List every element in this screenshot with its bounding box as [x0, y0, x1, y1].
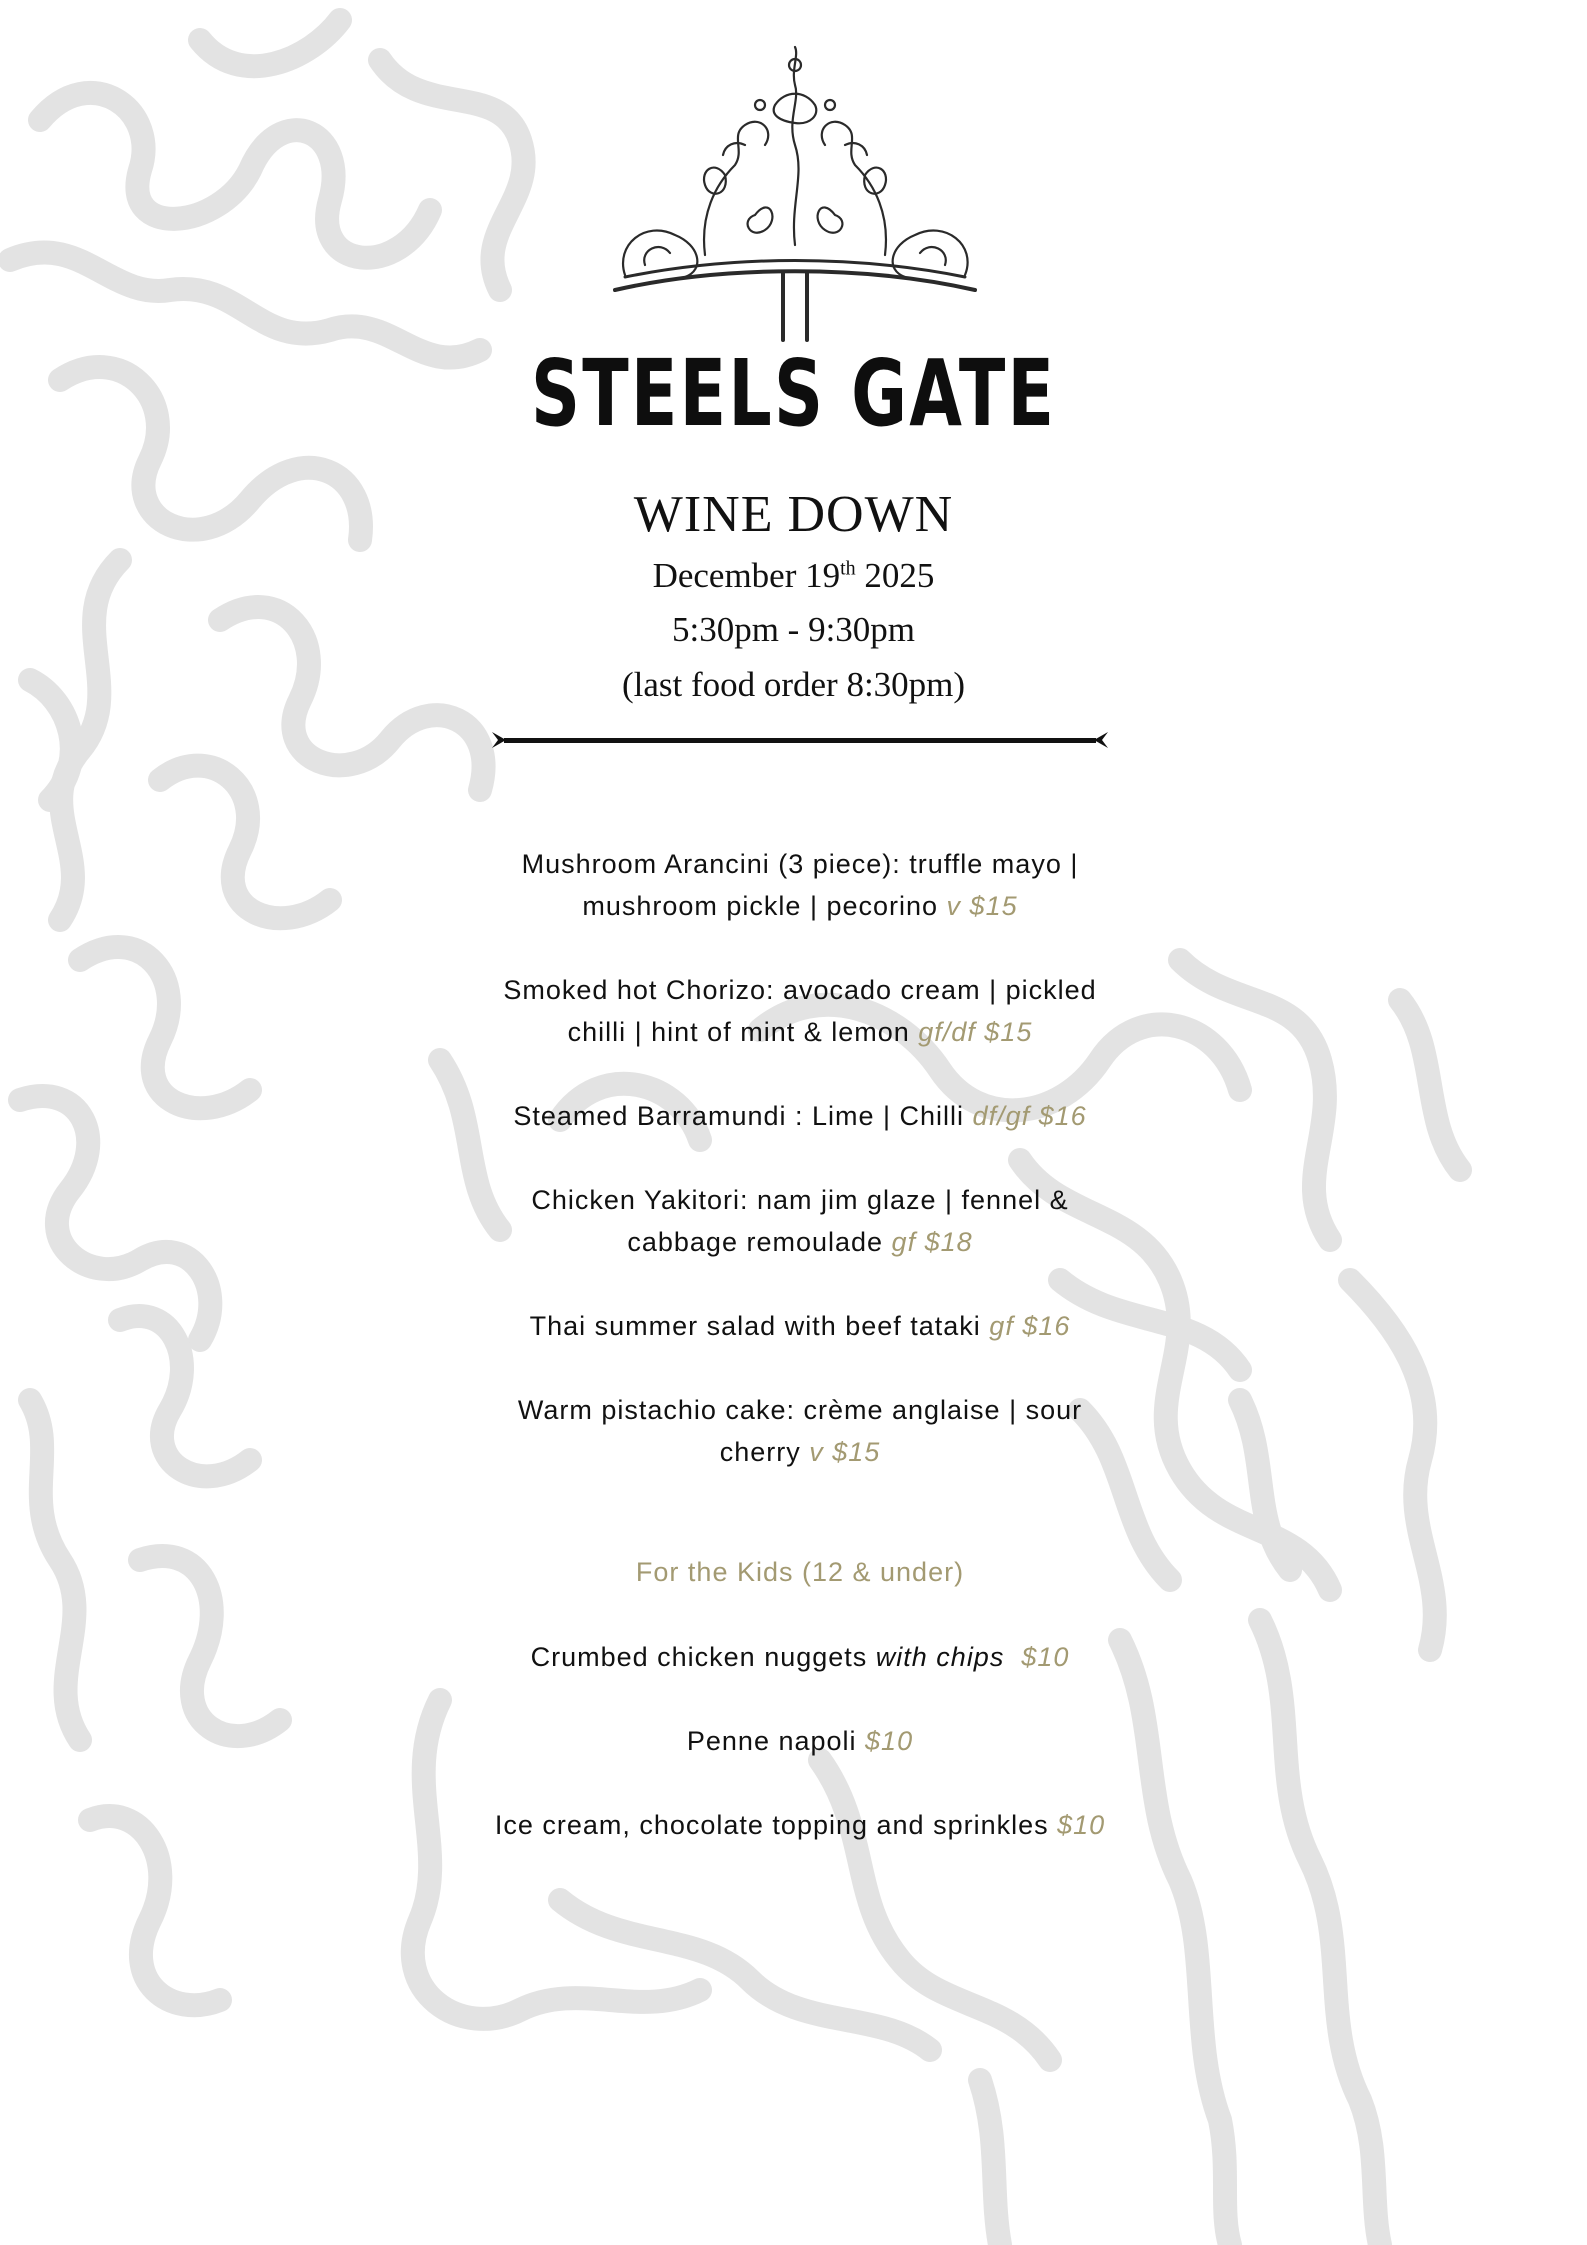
- ornate-gate-logo-icon: [605, 45, 985, 345]
- menu-item-yakitori: [400, 1179, 1200, 1263]
- event-hours: 5:30pm - 9:30pm: [671, 610, 916, 649]
- event-date-year: 2025: [855, 556, 935, 595]
- event-date: [0, 556, 1587, 596]
- menu-item-text: Smoked hot Chorizo: avocado cream | pickled: [503, 975, 1097, 1005]
- menu-item-price: gf $16: [989, 1311, 1071, 1341]
- menu-item-price: $10: [865, 1726, 914, 1756]
- menu-item-text: Thai summer salad with beef tataki: [529, 1311, 990, 1341]
- kids-item-ice-cream: [400, 1804, 1200, 1846]
- menu-item-price: gf $18: [891, 1227, 973, 1257]
- menu-item-text: Crumbed chicken nuggets: [530, 1642, 876, 1672]
- event-last-order: (last food order 8:30pm): [621, 665, 966, 704]
- menu-item-text: Chicken Yakitori: nam jim glaze | fennel &: [531, 1185, 1069, 1215]
- brand-name: STEELS GATE: [530, 340, 1057, 447]
- menu-item-text: Penne napoli: [686, 1726, 866, 1756]
- menu-item-text: cherry: [719, 1437, 810, 1467]
- menu-item-text: Steamed Barramundi : Lime | Chilli: [513, 1101, 973, 1131]
- menu-item-arancini: [400, 843, 1200, 927]
- kids-item-nuggets: [400, 1636, 1200, 1678]
- menu-item-text: Ice cream, chocolate topping and sprinkles: [494, 1810, 1058, 1840]
- menu-item-text: chilli | hint of mint & lemon: [567, 1017, 919, 1047]
- event-date-ordinal: th: [840, 557, 856, 580]
- menu-item-text: Warm pistachio cake: crème anglaise | sour: [517, 1395, 1083, 1425]
- event-date-day: December 19: [652, 556, 841, 595]
- menu-item-text: Mushroom Arancini (3 piece): truffle mayo |: [521, 849, 1079, 879]
- menu-item-price: $10: [1057, 1810, 1106, 1840]
- menu-item-price: gf/df $15: [918, 1017, 1033, 1047]
- menu-item-price: $10: [1021, 1642, 1070, 1672]
- menu-item-barramundi: [400, 1095, 1200, 1137]
- menu-item-side: with chips: [875, 1642, 1005, 1672]
- menu-item-chorizo: [400, 969, 1200, 1053]
- ornamental-divider-icon: [490, 728, 1110, 752]
- menu-item-text: cabbage remoulade: [627, 1227, 892, 1257]
- kids-item-penne: [400, 1720, 1200, 1762]
- menu-item-text: mushroom pickle | pecorino: [582, 891, 947, 921]
- menu-item-salad: [400, 1305, 1200, 1347]
- kids-section-heading: For the Kids (12 & under): [635, 1557, 965, 1587]
- menu-item-price: v $15: [809, 1437, 881, 1467]
- menu-item-price: df/gf $16: [972, 1101, 1087, 1131]
- event-title: WINE DOWN: [633, 486, 954, 543]
- menu-item-pistachio-cake: [400, 1389, 1200, 1473]
- menu-item-price: v $15: [946, 891, 1018, 921]
